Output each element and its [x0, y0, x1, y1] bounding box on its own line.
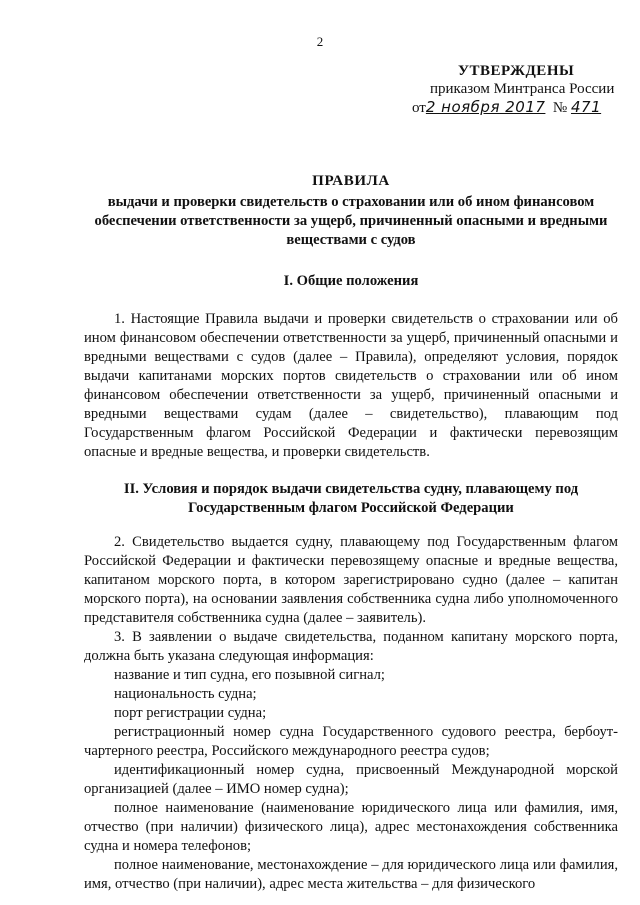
number-prefix: №	[552, 100, 568, 116]
approval-issuer: приказом Минтранса России	[430, 81, 615, 97]
handwritten-number: 471	[570, 98, 602, 116]
list-item: порт регистрации судна;	[114, 705, 267, 721]
document-subtitle: выдачи и проверки свидетельств о страховании или об ином финансовом обеспечении ответственности за ущерб, причиненный опасными и вредными веществами с судов	[94, 194, 608, 248]
document-title: ПРАВИЛА	[312, 173, 390, 189]
list-item: полное наименование (наименование юридического лица или фамилия, имя, отчество (при наличии) физического лица), адрес местонахождения собственника судна и номера телефонов;	[84, 800, 618, 854]
page-number: 2	[316, 34, 324, 49]
approval-date-row	[412, 98, 622, 117]
list-item: полное наименование, местонахождение – для юридического лица или фамилия, имя, отчество (при наличии), адрес места жительства – для физического	[84, 857, 618, 892]
section-1-heading: I. Общие положения	[283, 273, 419, 289]
date-prefix: от	[412, 100, 426, 116]
document-body	[84, 172, 618, 894]
section-2-paragraph: 2. Свидетельство выдается судну, плавающему под Государственным флагом Российской Федерации и фактически перевозящему опасные и вредные вещества, капитаном морского порта, в котором зарегистрировано судно (далее – капитан морского порта), на основании заявления собственника судна либо уполномоченного представителя собственника судна (далее – заявитель).	[84, 534, 618, 626]
list-item: название и тип судна, его позывной сигнал;	[114, 667, 385, 683]
list-item: регистрационный номер судна Государственного судового реестра, бербоут-чартерного реестра, Российского международного реестра судов;	[84, 724, 618, 759]
list-item: идентификационный номер судна, присвоенный Международной морской организацией (далее – ИМО номер судна);	[84, 762, 618, 797]
section-2-heading: II. Условия и порядок выдачи свидетельства судну, плавающему под Государственным флагом Российской Федерации	[123, 481, 579, 516]
section-2-paragraph: 3. В заявлении о выдаче свидетельства, поданном капитану морского порта, должна быть указана следующая информация:	[84, 629, 618, 664]
list-item: национальность судна;	[114, 686, 257, 702]
approval-block	[412, 62, 622, 117]
section-1-paragraph: 1. Настоящие Правила выдачи и проверки свидетельств о страховании или об ином финансовом обеспечении ответственности за ущерб, причиненный опасными и вредными веществами с судов (далее – Правила), определяют условия, порядок выдачи капитанами морских портов свидетельств о страховании или об ином финансовом обеспечении ответственности за ущерб, причиненный опасными и вредными веществами судам (далее – свидетельство), плавающим под Государственным флагом Российской Федерации и фактически перевозящим опасные и вредные вещества, и проверки свидетельств.	[84, 311, 618, 460]
handwritten-date: 2 ноября 2017	[425, 98, 546, 116]
approval-title: УТВЕРЖДЕНЫ	[458, 63, 575, 79]
